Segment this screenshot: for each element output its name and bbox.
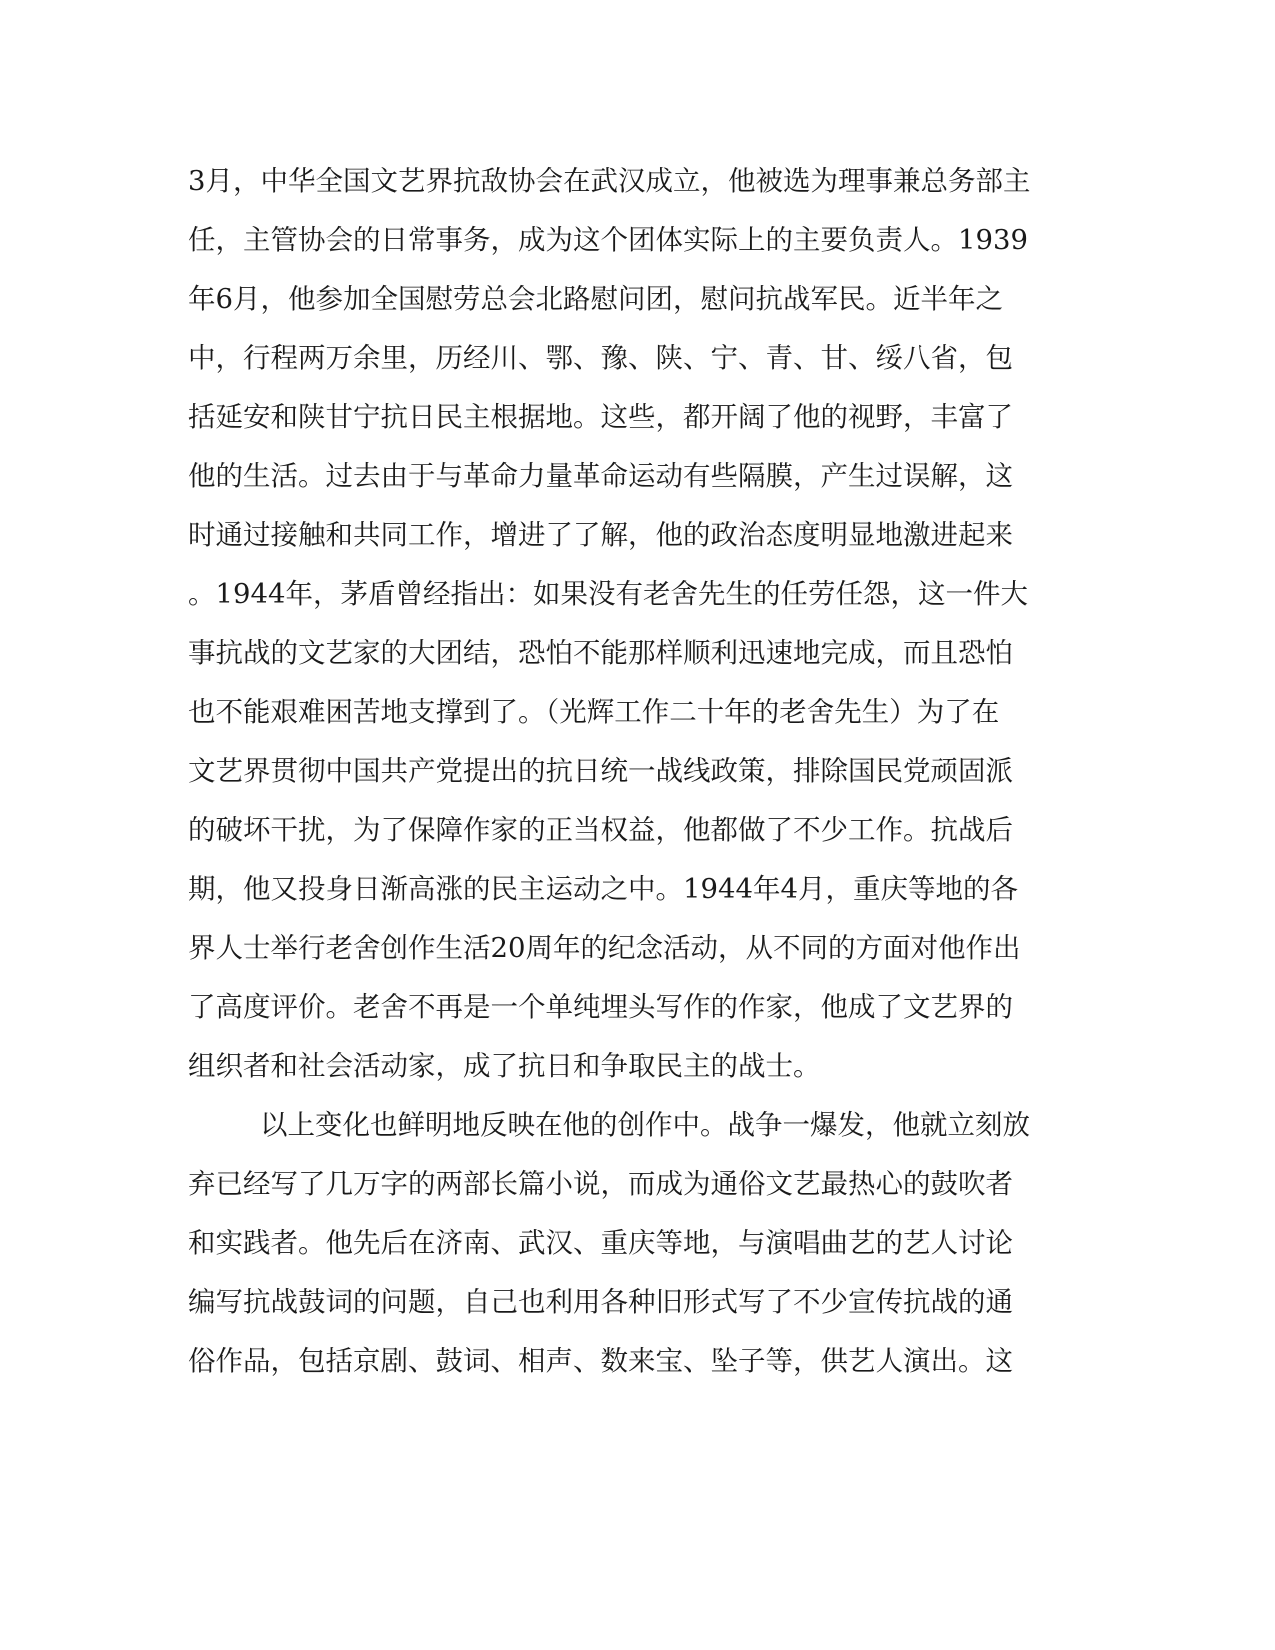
text-line: 以上变化也鲜明地反映在他的创作中。战争一爆发，他就立刻放	[260, 1109, 1030, 1141]
text-line: 组织者和社会活动家，成了抗日和争取民主的战士。	[188, 1050, 821, 1082]
text-line: 中，行程两万余里，历经川、鄂、豫、陕、宁、青、甘、绥八省，包	[188, 342, 1013, 374]
text-line: 俗作品，包括京剧、鼓词、相声、数来宝、坠子等，供艺人演出。这	[188, 1345, 1013, 1377]
text-line: 时通过接触和共同工作，增进了了解，他的政治态度明显地激进起来	[188, 519, 1013, 551]
text-line: 了高度评价。老舍不再是一个单纯埋头写作的作家，他成了文艺界的	[188, 991, 1013, 1023]
text-line: 的破坏干扰，为了保障作家的正当权益，他都做了不少工作。抗战后	[188, 814, 1013, 846]
text-line: 和实践者。他先后在济南、武汉、重庆等地，与演唱曲艺的艺人讨论	[188, 1227, 1013, 1259]
text-line: 括延安和陕甘宁抗日民主根据地。这些，都开阔了他的视野，丰富了	[188, 401, 1013, 433]
text-line: 也不能艰难困苦地支撑到了。（光辉工作二十年的老舍先生）为了在	[188, 696, 1000, 728]
text-line: 期，他又投身日渐高涨的民主运动之中。1944年4月，重庆等地的各	[188, 873, 1018, 905]
text-line: 文艺界贯彻中国共产党提出的抗日统一战线政策，排除国民党顽固派	[188, 755, 1013, 787]
text-line: 。1944年，茅盾曾经指出：如果没有老舍先生的任劳任怨，这一件大	[188, 578, 1028, 610]
text-line: 任，主管协会的日常事务，成为这个团体实际上的主要负责人。1939	[188, 224, 1028, 256]
text-line: 年6月，他参加全国慰劳总会北路慰问团，慰问抗战军民。近半年之	[188, 283, 1003, 315]
text-line: 他的生活。过去由于与革命力量革命运动有些隔膜，产生过误解，这	[188, 460, 1013, 492]
text-line: 编写抗战鼓词的问题，自己也利用各种旧形式写了不少宣传抗战的通	[188, 1286, 1013, 1318]
text-line: 事抗战的文艺家的大团结，恐怕不能那样顺利迅速地完成，而且恐怕	[188, 637, 1013, 669]
text-line: 弃已经写了几万字的两部长篇小说，而成为通俗文艺最热心的鼓吹者	[188, 1168, 1013, 1200]
text-line: 3月，中华全国文艺界抗敌协会在武汉成立，他被选为理事兼总务部主	[188, 165, 1031, 197]
text-line: 界人士举行老舍创作生活20周年的纪念活动，从不同的方面对他作出	[188, 932, 1021, 964]
